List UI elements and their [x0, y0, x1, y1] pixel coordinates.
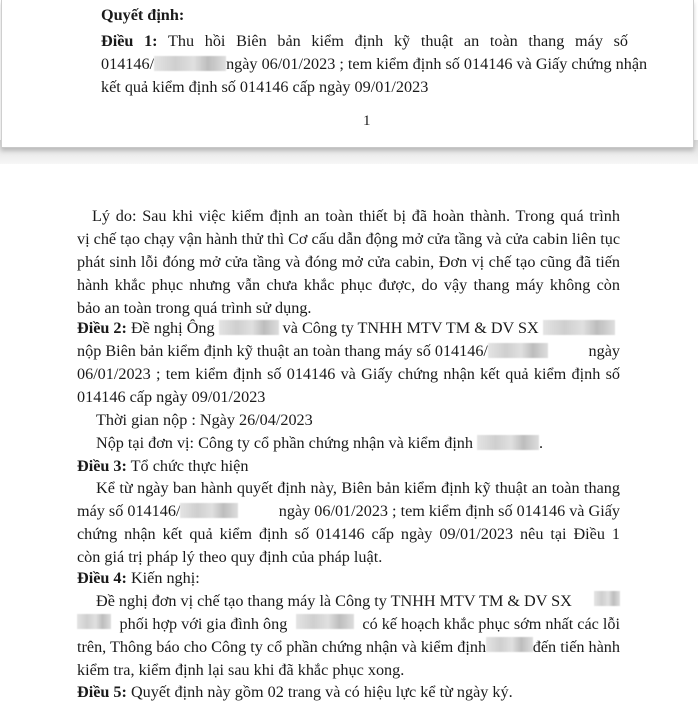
- article-2-line-4: 014146 cấp ngày 09/01/2023: [77, 388, 266, 406]
- redacted-block: [594, 591, 620, 606]
- article-1-line-3: kết quả kiểm định số 014146 cấp ngày 09/01/2023: [101, 78, 429, 96]
- article-1-line-2: 014146/ ngày 06/01/2023 ; tem kiểm định số 014146 và Giấy chứng nhận: [101, 55, 648, 73]
- redacted-block: [543, 320, 615, 335]
- article-3-line-1: Kể từ ngày ban hành quyết định này, Biên bản kiểm định kỹ thuật an toàn thang: [96, 479, 620, 497]
- redacted-block: [488, 343, 548, 358]
- decision-heading: Quyết định:: [101, 6, 185, 24]
- page-number: 1: [363, 113, 371, 129]
- redacted-block: [180, 503, 238, 518]
- reason-line-4: hành khắc phục nhưng vẫn chưa khắc phục được, do vậy thang máy không còn: [77, 276, 620, 294]
- article-1-line-1: Điều 1: Thu hồi Biên bản kiểm định kỹ thuật an toàn thang máy số: [101, 32, 628, 50]
- article-4-line-4: kiểm tra, kiểm định lại sau khi đã khắc phục xong.: [77, 661, 405, 679]
- redacted-block: [154, 56, 226, 71]
- article-2-label: Điều 2:: [77, 319, 127, 337]
- article-3-line-3: chứng nhận kết quả kiểm định số 014146 cấp ngày 09/01/2023 nêu tại Điều 1: [77, 525, 620, 543]
- article-2-line-3: 06/01/2023 ; tem kiểm định số 014146 và Giấy chứng nhận kết quả kiểm định số: [77, 365, 620, 383]
- reason-line-1: Lý do: Sau khi việc kiểm định an toàn thiết bị đã hoàn thành. Trong quá trình: [92, 207, 620, 225]
- article-5: Điều 5: Quyết định này gồm 02 trang và có hiệu lực kể từ ngày ký.: [77, 683, 513, 701]
- article-4-label: Điều 4:: [77, 569, 127, 587]
- article-4-line-1: Đề nghị đơn vị chế tạo thang máy là Công ty TNHH MTV TM & DV SX: [96, 591, 620, 611]
- article-2-line-1: Điều 2: Đề nghị Ông và Công ty TNHH MTV TM & DV SX: [77, 318, 615, 338]
- redacted-block: [486, 637, 533, 652]
- article-3-label: Điều 3:: [77, 457, 127, 475]
- article-5-label: Điều 5:: [77, 683, 127, 701]
- reason-line-5: bảo an toàn trong quá trình sử dụng.: [77, 299, 312, 317]
- article-4-heading: Điều 4: Kiến nghị:: [77, 569, 200, 587]
- article-2-line-2: nộp Biên bản kiểm định kỹ thuật an toàn thang máy số 014146/ ngày: [77, 342, 620, 360]
- submission-deadline: Thời gian nộp : Ngày 26/04/2023: [96, 411, 313, 429]
- redacted-block: [296, 614, 354, 629]
- document-page-1: [1, 0, 694, 148]
- article-1-label: Điều 1:: [101, 32, 158, 50]
- redacted-block: [77, 614, 111, 629]
- article-4-line-2: phối hợp với gia đình ông có kế hoạch khắc phục sớm nhất các lỗi: [77, 614, 620, 634]
- reason-line-2: vị chế tạo chạy vận hành thử thì Cơ cấu dẫn động mở cửa tầng và cửa cabin liên tục: [77, 230, 620, 248]
- redacted-block: [477, 435, 539, 450]
- reason-line-3: phát sinh lỗi đóng mở cửa tầng và đóng mở cửa cabin, Đơn vị chế tạo cũng đã tiến: [77, 253, 620, 271]
- article-4-line-3: trên, Thông báo cho Công ty cổ phần chứng nhận và kiểm định đến tiến hành: [77, 638, 620, 656]
- redacted-block: [219, 320, 279, 335]
- article-3-line-4: còn giá trị pháp lý theo quy định của pháp luật.: [77, 548, 383, 566]
- article-3-heading: Điều 3: Tổ chức thực hiện: [77, 457, 249, 475]
- article-3-line-2: máy số 014146/ ngày 06/01/2023 ; tem kiểm định số 014146 và Giấy: [77, 502, 620, 520]
- submission-place: Nộp tại đơn vị: Công ty cổ phần chứng nhận và kiểm định .: [96, 434, 544, 452]
